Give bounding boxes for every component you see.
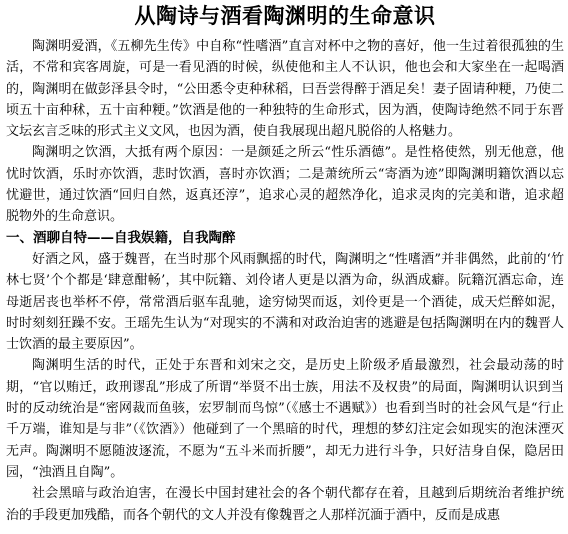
paragraph-intro-2: 陶渊明之饮酒，大抵有两个原因：一是颜延之所云“性乐酒德”。是性格使然，别无他意，他忧时饮酒，乐时亦饮酒，悲时饮酒，喜时亦饮酒；二是萧统所云“寄酒为迹”即陶渊明籍饮酒以忘忧避世，通过饮酒“回归自然，返真还淳”，追求心灵的超然净化，追求灵肉的完美和谐，追求超脱物外的生命意识。 (6, 145, 564, 225)
paragraph-section-2: 陶渊明生活的时代，正处于东晋和刘宋之交，是历史上阶级矛盾最激烈，社会最动荡的时期，“官以贿迁，政刑谬乱”形成了所谓“举贤不出士族，用法不及权贵”的局面，陶渊明认识到当时的反动统治是“密网裁而鱼骇，宏罗制而鸟惊”（《感士不遇赋》）也看到当时的社会风气是“行止千万端，谁知是与非”（《饮酒》）他碰到了一个黑暗的时代，理想的梦幻注定会如现实的泡沫湮灭无声。陶渊明不愿随波逐流，不愿为“五斗米而折腰”，却无力进行斗争，只好洁身自保，隐居田园，“浊酒且自陶”。 (6, 358, 564, 480)
section-heading-1: 一、酒聊自特——自我娱籍，自我陶醉 (6, 229, 236, 246)
paragraph-section-1: 好酒之风，盛于魏晋，在当时那个风雨飘摇的时代，陶渊明之“性嗜酒”并非偶然，此前的‘竹林七贤’个个都是‘肆意酣畅’，其中阮籍、刘伶诸人更是以酒为命，纵酒成癖。阮籍沉酒忘命，连母逝居丧也举杯不停，常常酒后驱车乱驰，途穷恸哭而返，刘伶更是一个酒徒，成天烂醉如泥，时时刻刻狂躁不安。王瑶先生认为“对现实的不满和对政治迫害的逃避是包括陶渊明在内的魏晋人士饮酒的最主要原因”。 (6, 251, 564, 353)
paragraph-section-3: 社会黑暗与政治迫害，在漫长中国封建社会的各个朝代都存在着，且越到后期统治者维护统治的手段更加残酷，而各个朝代的文人并没有像魏晋之人那样沉湎于酒中，反而是成惠 (6, 486, 564, 523)
document-title: 从陶诗与酒看陶渊明的生命意识 (134, 3, 436, 28)
paragraph-intro-1: 陶渊明爱酒，《五柳先生传》中自称“性嗜酒”直言对杯中之物的喜好，他一生过着很孤独的生活，不常和宾客周旋，可是一看见酒的时候，纵使他和主人不认识，他也会和大家坐在一起喝酒的，陶渊明在做彭泽县令时，“公田悉令吏种秫稻，曰吾尝得醉于酒足矣！妻子固请种粳，乃使二顷五十亩种秫，五十亩种粳。”饮酒是他的一种独特的生命形式，因为酒，使陶诗绝然不同于东晋文坛玄言乏味的形式主义文风，也因为酒，使自我展现出超凡脱俗的人格魅力。 (6, 39, 564, 140)
